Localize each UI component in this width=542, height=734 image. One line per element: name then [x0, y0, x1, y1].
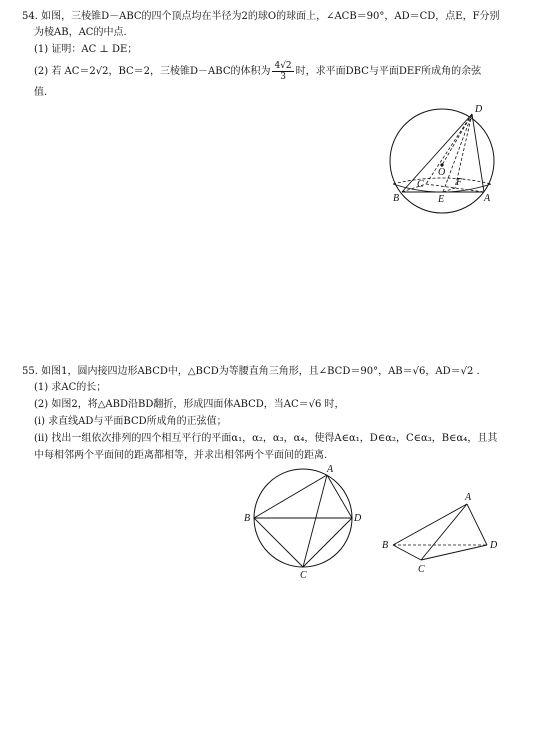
- fig2-edge-BC: [393, 545, 421, 560]
- fig2-label-B: B: [382, 540, 389, 551]
- p55-question-2-i: (i) 求直线AD与平面BCD所成角的正弦值；: [34, 416, 227, 427]
- fig2-label-D: D: [490, 540, 498, 551]
- label-C: C: [417, 179, 424, 190]
- p54-question-2-part-b: 时，求平面DBC与平面DEF所成角的余弦: [295, 66, 482, 77]
- label-D: D: [475, 104, 483, 115]
- fig1-side-BC: [254, 518, 303, 567]
- fig1-diagonal-AC: [303, 475, 327, 567]
- label-O: O: [438, 167, 446, 178]
- volume-fraction-denominator: 3: [280, 72, 286, 82]
- fig1-label-B: B: [244, 513, 251, 524]
- p55-question-2-ii-line2: 中每相邻两个平面间的距离都相等，并求出相邻两个平面间的距离.: [34, 450, 328, 461]
- fig1-label-A: A: [327, 464, 334, 475]
- fig2-edge-AD: [467, 504, 487, 545]
- p55-question-1: (1) 求AC的长；: [34, 382, 107, 393]
- fig1-side-CD: [303, 518, 352, 567]
- label-B: B: [393, 193, 400, 204]
- p54-question-2-part-a: (2) 若 AC＝2√2，BC＝2，三棱锥D－ABC的体积为: [34, 66, 271, 77]
- p55-statement-line1: 55. 如图1，圆内接四边形ABCD中，△BCD为等腰直角三角形，且∠BCD＝90°，AB＝√6，AD＝√2 .: [22, 366, 480, 377]
- p55-question-2: (2) 如图2，将△ABD沿BD翻折，形成四面体ABCD，当AC＝√6 时，: [34, 399, 345, 410]
- fig2-label-A: A: [465, 492, 472, 503]
- label-E: E: [438, 194, 445, 205]
- fig2-edge-AC: [421, 504, 467, 560]
- volume-fraction-numerator: 4√2: [274, 61, 292, 71]
- p54-question-2-end: 值.: [34, 87, 48, 98]
- fig2-label-C: C: [418, 564, 425, 575]
- fig1-label-D: D: [354, 513, 362, 524]
- label-A: A: [484, 193, 491, 204]
- fig1-side-AB: [254, 475, 327, 518]
- label-F: F: [456, 177, 463, 188]
- fig1-side-AD: [327, 475, 352, 518]
- p55-question-2-ii-line1: (ii) 找出一组依次排列的四个相互平行的平面α₁，α₂，α₃，α₄，使得A∈α₁，D∈α₂，C∈α₃，B∈α₄，且其: [34, 433, 498, 444]
- p54-question-1: (1) 证明：AC ⊥ DE；: [34, 44, 138, 55]
- fig1-label-C: C: [300, 570, 307, 581]
- fig2-edge-AB: [393, 504, 467, 545]
- p54-statement-line2: 为棱AB，AC的中点.: [34, 27, 127, 38]
- p54-statement-line1: 54. 如图，三棱锥D－ABC的四个顶点均在半径为2的球O的球面上，∠ACB＝90°，AD＝CD，点E，F分别: [22, 11, 500, 22]
